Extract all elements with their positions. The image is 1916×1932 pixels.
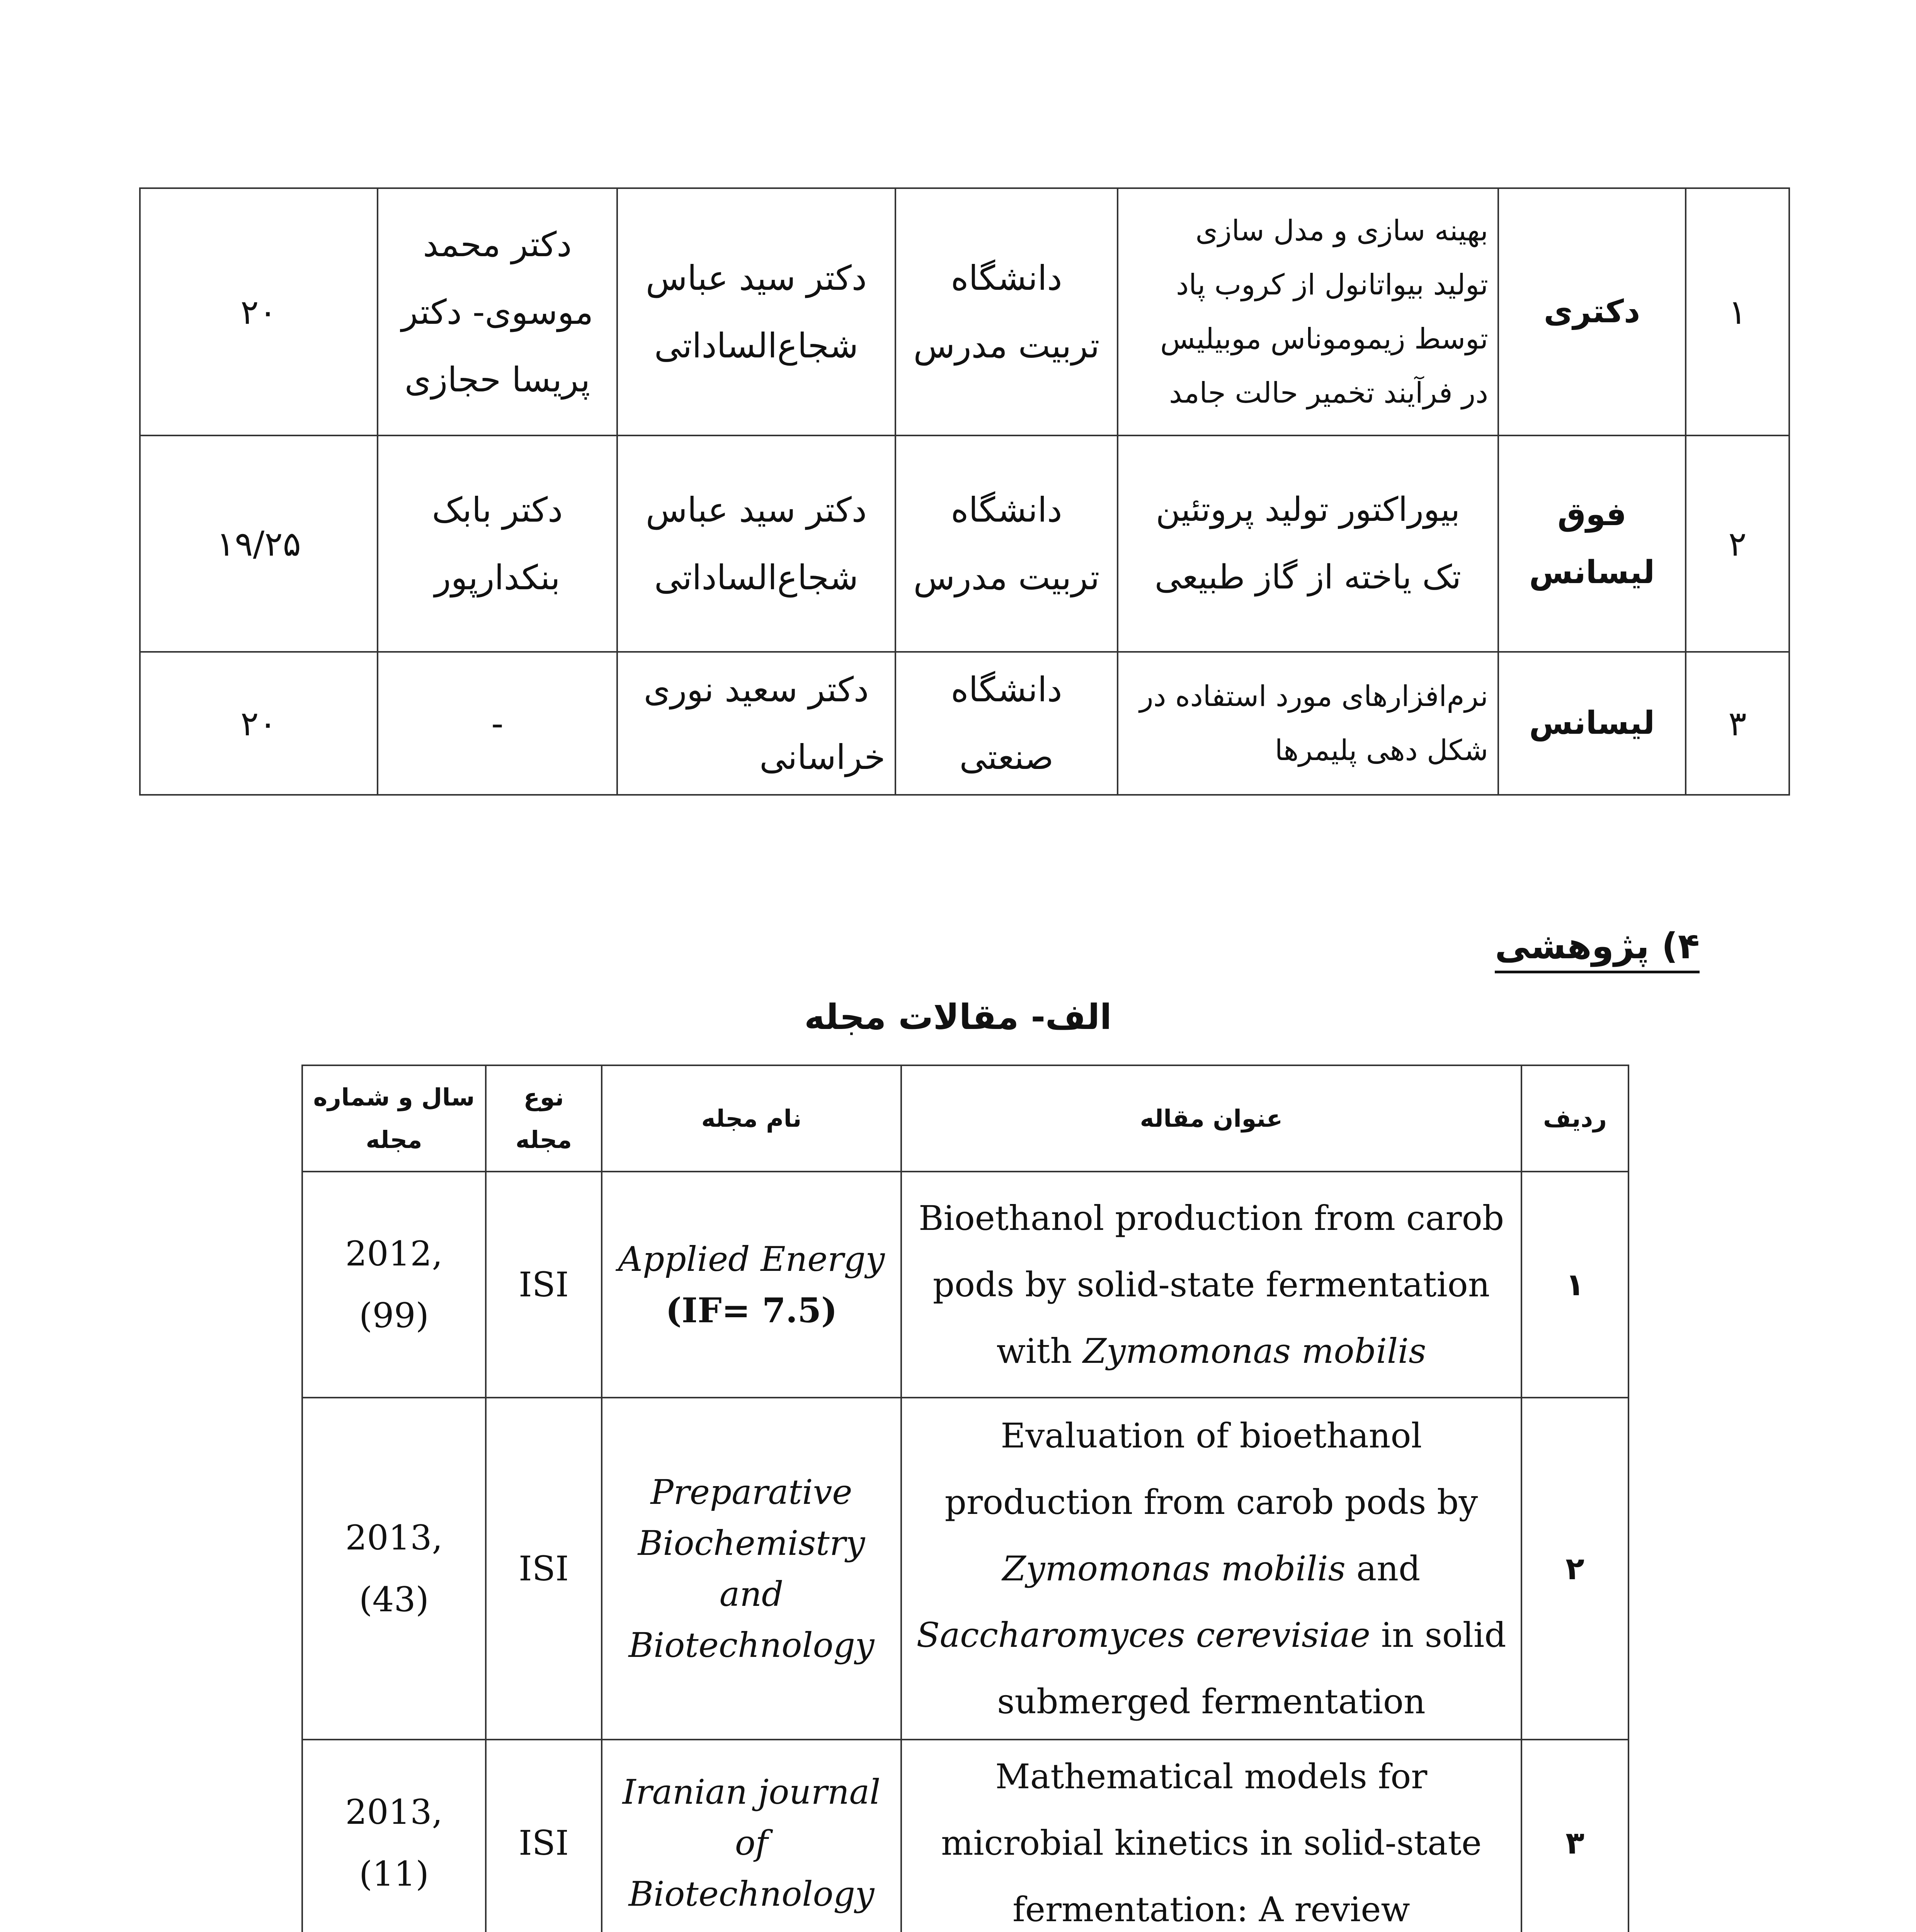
education-table bbox=[139, 187, 1790, 796]
year-cell: 2013, (43) bbox=[302, 1398, 486, 1740]
journal-cell: Preparative Biochemistry and Biotechnology bbox=[602, 1398, 901, 1740]
row-number-cell: ۲ bbox=[1686, 435, 1789, 652]
header-row: ردیف bbox=[1521, 1065, 1628, 1172]
degree-cell: دکتری bbox=[1498, 188, 1686, 435]
article-title-cell: Mathematical models for microbial kinetics in solid-state fermentation: A review bbox=[901, 1740, 1521, 1932]
impact-factor: (IF= 7.5) bbox=[665, 1290, 837, 1330]
row-number-cell: ۱ bbox=[1686, 188, 1789, 435]
table-row bbox=[302, 1398, 1628, 1740]
journal-cell: Applied Energy (IF= 7.5) bbox=[602, 1172, 901, 1398]
article-title-cell: Evaluation of bioethanol production from carob pods by Zymomonas mobilis and Saccharomyces cerevisiae in solid submerged fermentation bbox=[901, 1398, 1521, 1740]
grade-cell: ۲۰ bbox=[140, 652, 378, 795]
grade-cell: ۱۹/۲۵ bbox=[140, 435, 378, 652]
header-title: عنوان مقاله bbox=[901, 1065, 1521, 1172]
row-number-cell: ۳ bbox=[1521, 1740, 1628, 1932]
university-cell: دانشگاه تربیت مدرس bbox=[895, 435, 1118, 652]
type-cell: ISI bbox=[486, 1740, 602, 1932]
type-cell: ISI bbox=[486, 1172, 602, 1398]
row-number-cell: ۳ bbox=[1686, 652, 1789, 795]
year-cell: 2012, (99) bbox=[302, 1172, 486, 1398]
articles-table bbox=[301, 1065, 1629, 1932]
thesis-title-cell: بهینه سازی و مدل سازی تولید بیواتانول از کروب پاد توسط زیموموناس موبیلیس در فرآیند تخمیر حالت جامد bbox=[1118, 188, 1498, 435]
advisor-cell: دکتر بابک بنکدارپور bbox=[378, 435, 617, 652]
article-title-cell: Bioethanol production from carob pods by solid-state fermentation with Zymomonas mobilis bbox=[901, 1172, 1521, 1398]
journal-cell: Iranian journal of Biotechnology bbox=[602, 1740, 901, 1932]
section-heading: ۴) پژوهشی bbox=[1495, 925, 1700, 973]
type-cell: ISI bbox=[486, 1398, 602, 1740]
grade-cell: ۲۰ bbox=[140, 188, 378, 435]
table-header-row bbox=[302, 1065, 1628, 1172]
table-row bbox=[302, 1172, 1628, 1398]
header-type: نوع مجله bbox=[486, 1065, 602, 1172]
thesis-title-cell: نرم‌افزارهای مورد استفاده در شکل دهی پلیمرها bbox=[1118, 652, 1498, 795]
supervisor-cell: دکتر سعید نوری خراسانی bbox=[617, 652, 895, 795]
degree-cell: فوق لیسانس bbox=[1498, 435, 1686, 652]
university-cell: دانشگاه تربیت مدرس bbox=[895, 188, 1118, 435]
education-row bbox=[140, 435, 1789, 652]
header-journal: نام مجله bbox=[602, 1065, 901, 1172]
year-cell: 2013, (11) bbox=[302, 1740, 486, 1932]
supervisor-cell: دکتر سید عباس شجاع‌الساداتی bbox=[617, 188, 895, 435]
advisor-cell: دکتر محمد موسوی- دکتر پریسا حجازی bbox=[378, 188, 617, 435]
supervisor-cell: دکتر سید عباس شجاع‌الساداتی bbox=[617, 435, 895, 652]
education-row bbox=[140, 188, 1789, 435]
advisor-cell: - bbox=[378, 652, 617, 795]
table-caption: الف- مقالات مجله bbox=[804, 997, 1112, 1037]
header-year: سال و شماره مجله bbox=[302, 1065, 486, 1172]
university-cell: دانشگاه صنعتی bbox=[895, 652, 1118, 795]
thesis-title-cell: بیوراکتور تولید پروتئین تک یاخته از گاز طبیعی bbox=[1118, 435, 1498, 652]
table-row bbox=[302, 1740, 1628, 1932]
row-number-cell: ۲ bbox=[1521, 1398, 1628, 1740]
education-row bbox=[140, 652, 1789, 795]
row-number-cell: ۱ bbox=[1521, 1172, 1628, 1398]
degree-cell: لیسانس bbox=[1498, 652, 1686, 795]
